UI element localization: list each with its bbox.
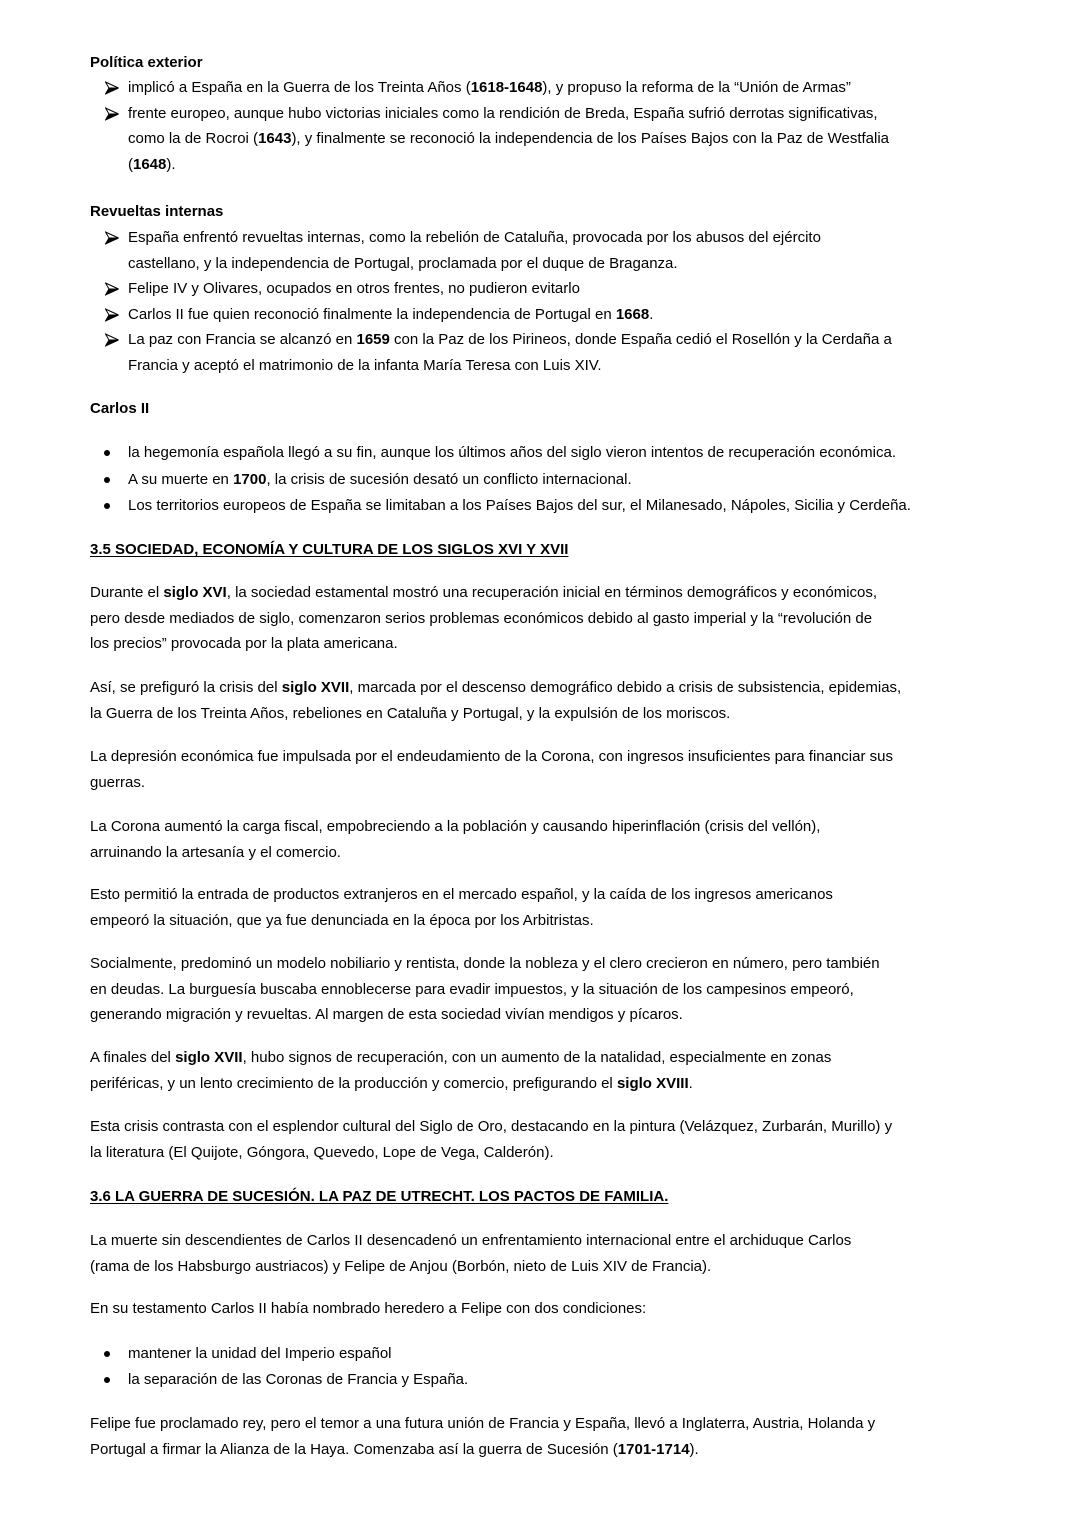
arrowhead-bullet-icon (105, 231, 119, 245)
arrowhead-bullet-icon (105, 282, 119, 296)
text-line: Durante el siglo XVI, la sociedad estamental mostró una recuperación inicial en términos demográficos y económicos, (90, 584, 878, 601)
conditions-list (90, 1341, 1020, 1393)
text-line: Carlos II fue quien reconoció finalmente la independencia de Portugal en 1668. (128, 305, 654, 323)
text-line: empeoró la situación, que ya fue denunciada en la época por los Arbitristas. (90, 911, 594, 929)
list-item (90, 440, 1020, 467)
paragraph (90, 1114, 1020, 1165)
revueltas-internas-list (90, 225, 1020, 378)
text-line: periféricas, y un lento crecimiento de la producción y comercio, prefigurando el siglo XVIII. (90, 1074, 693, 1092)
paragraph (90, 744, 1020, 795)
text-line: la Guerra de los Treinta Años, rebeliones en Cataluña y Portugal, y la expulsión de los moriscos. (90, 704, 731, 722)
text-line: La muerte sin descendientes de Carlos II desencadenó un enfrentamiento internacional entre el archiduque Carlos (90, 1232, 852, 1249)
text-line: En su testamento Carlos II había nombrado heredero a Felipe con dos condiciones: (90, 1300, 647, 1317)
text-line: como la de Rocroi (1643), y finalmente se reconoció la independencia de los Países Bajos con la Paz de Westfalia (128, 130, 890, 147)
text-line: Así, se prefiguró la crisis del siglo XVII, marcada por el descenso demográfico debido a crisis de subsistencia, epidemias, (90, 679, 902, 696)
list-item (90, 276, 1020, 302)
text-line: Francia y aceptó el matrimonio de la infanta María Teresa con Luis XIV. (128, 356, 602, 374)
bullet-dot-icon (104, 1351, 110, 1357)
text-line: pero desde mediados de siglo, comenzaron serios problemas económicos debido al gasto imperial y la “revolución de (90, 609, 873, 627)
arrowhead-bullet-icon (105, 81, 119, 95)
paragraph (90, 580, 1020, 657)
text-line: la literatura (El Quijote, Góngora, Quevedo, Lope de Vega, Calderón). (90, 1143, 554, 1161)
paragraph (90, 1296, 1020, 1322)
text-line: La depresión económica fue impulsada por el endeudamiento de la Corona, con ingresos insuficientes para financiar sus (90, 748, 893, 765)
text-line: (1648). (128, 155, 176, 173)
text-line: frente europeo, aunque hubo victorias iniciales como la rendición de Breda, España sufrió derrotas significativas, (128, 104, 878, 122)
text-line: La Corona aumentó la carga fiscal, empobreciendo a la población y causando hiperinflación (crisis del vellón), (90, 818, 821, 835)
bullet-dot-icon (104, 503, 110, 509)
text-line: A su muerte en 1700, la crisis de sucesión desató un conflicto internacional. (128, 470, 632, 488)
text-line: (rama de los Habsburgo austriacos) y Felipe de Anjou (Borbón, nieto de Luis XIV de Francia). (90, 1257, 712, 1275)
text-line: Felipe fue proclamado rey, pero el temor a una futura unión de Francia y España, llevó a Inglaterra, Austria, Holanda y (90, 1415, 876, 1432)
list-item (90, 493, 1020, 520)
list-item (90, 327, 1020, 378)
paragraph (90, 882, 1020, 933)
politica-exterior-list (90, 75, 1020, 177)
paragraph (90, 675, 1020, 726)
subheading-carlos-ii: Carlos II (90, 400, 150, 417)
paragraph (90, 814, 1020, 865)
text-line: mantener la unidad del Imperio español (128, 1345, 392, 1362)
paragraph (90, 1411, 1020, 1462)
paragraph (90, 1045, 1020, 1096)
section-heading-3-5: 3.5 SOCIEDAD, ECONOMÍA Y CULTURA DE LOS SIGLOS XVI Y XVII (90, 541, 569, 558)
text-line: generando migración y revueltas. Al margen de esta sociedad vivían mendigos y pícaros. (90, 1006, 683, 1023)
text-line: en deudas. La burguesía buscaba ennoblecerse para evadir impuestos, y la situación de los campesinos empeoró, (90, 980, 854, 998)
list-item (90, 467, 1020, 494)
text-line: Los territorios europeos de España se limitaban a los Países Bajos del sur, el Milanesado, Nápoles, Sicilia y Cerdeña. (128, 497, 911, 514)
text-line: guerras. (90, 773, 146, 791)
text-line: España enfrentó revueltas internas, como la rebelión de Cataluña, provocada por los abusos del ejército (128, 229, 821, 246)
text-line: los precios” provocada por la plata americana. (90, 635, 398, 652)
bullet-dot-icon (104, 1377, 110, 1383)
subheading-revueltas-internas: Revueltas internas (90, 203, 224, 220)
arrowhead-bullet-icon (105, 107, 119, 121)
text-line: Portugal a firmar la Alianza de la Haya. Comenzaba así la guerra de Sucesión (1701-1714). (90, 1440, 699, 1458)
text-line: castellano, y la independencia de Portugal, proclamada por el duque de Braganza. (128, 254, 678, 272)
arrowhead-bullet-icon (105, 308, 119, 322)
list-item (90, 1367, 1020, 1393)
list-item (90, 75, 1020, 101)
text-line: A finales del siglo XVII, hubo signos de recuperación, con un aumento de la natalidad, especialmente en zonas (90, 1049, 832, 1066)
text-line: Esto permitió la entrada de productos extranjeros en el mercado español, y la caída de los ingresos americanos (90, 886, 833, 903)
list-item (90, 302, 1020, 328)
list-item (90, 101, 1020, 178)
paragraph (90, 1228, 1020, 1279)
arrowhead-bullet-icon (105, 333, 119, 347)
text-line: Felipe IV y Olivares, ocupados en otros frentes, no pudieron evitarlo (128, 280, 580, 297)
bullet-dot-icon (104, 477, 110, 483)
text-line: la hegemonía española llegó a su fin, aunque los últimos años del siglo vieron intentos de recuperación económica. (128, 444, 896, 461)
text-line: la separación de las Coronas de Francia y España. (128, 1371, 469, 1388)
section-heading-3-6: 3.6 LA GUERRA DE SUCESIÓN. LA PAZ DE UTRECHT. LOS PACTOS DE FAMILIA. (90, 1188, 669, 1205)
list-item (90, 225, 1020, 276)
paragraph (90, 951, 1020, 1028)
text-line: Esta crisis contrasta con el esplendor cultural del Siglo de Oro, destacando en la pintura (Velázquez, Zurbarán, Murillo) y (90, 1118, 893, 1135)
list-item (90, 1341, 1020, 1367)
text-line: La paz con Francia se alcanzó en 1659 con la Paz de los Pirineos, donde España cedió el Rosellón y la Cerdaña a (128, 331, 892, 348)
bullet-dot-icon (104, 450, 110, 456)
subheading-politica-exterior: Política exterior (90, 54, 203, 71)
text-line: arruinando la artesanía y el comercio. (90, 843, 341, 861)
text-line: Socialmente, predominó un modelo nobiliario y rentista, donde la nobleza y el clero crecieron en número, pero también (90, 955, 880, 972)
carlos-ii-list (90, 440, 1020, 520)
text-line: implicó a España en la Guerra de los Treinta Años (1618-1648), y propuso la reforma de la “Unión de Armas” (128, 79, 851, 96)
